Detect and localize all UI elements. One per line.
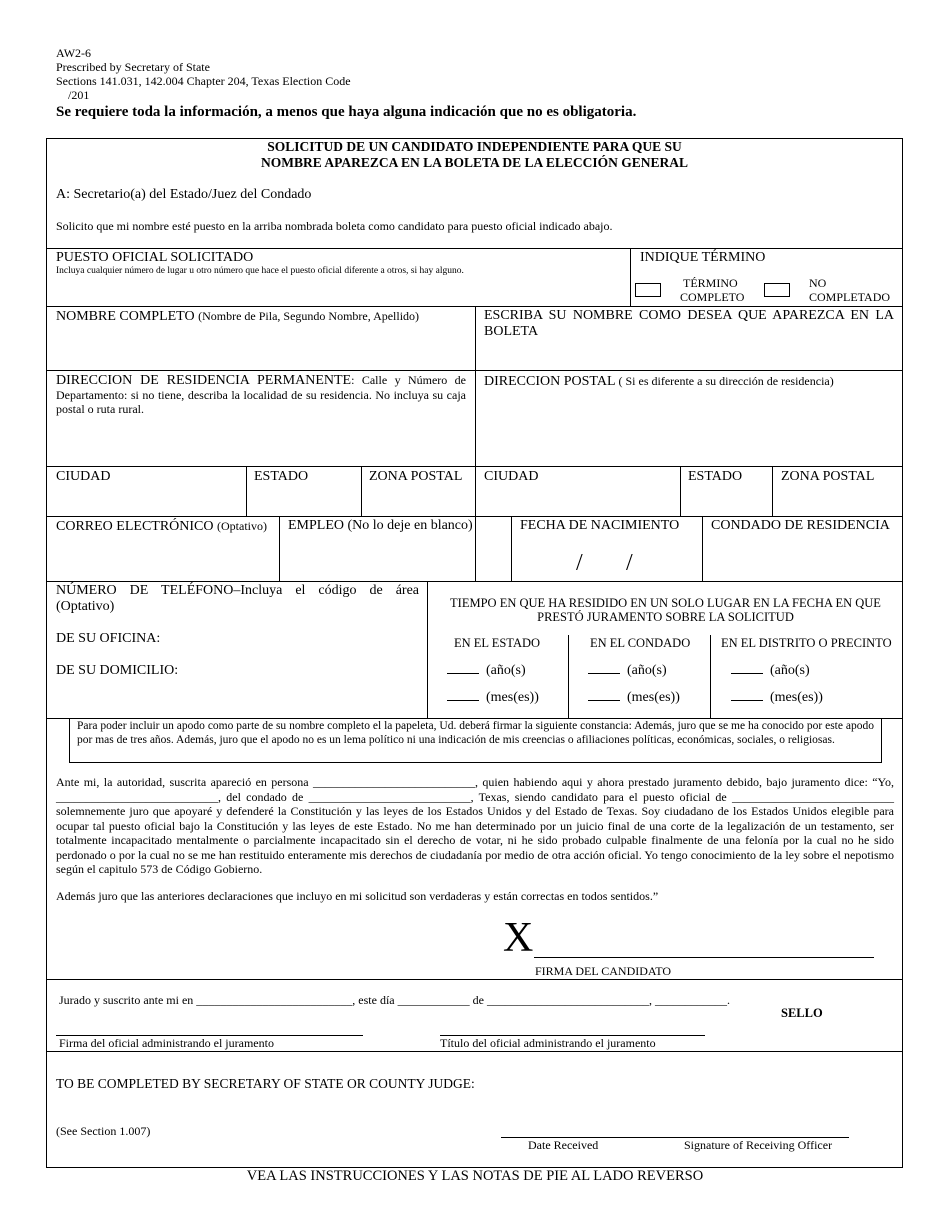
residence-state-label: ESTADO (254, 469, 309, 484)
mailing-state-label: ESTADO (688, 469, 743, 484)
form-date: /201 (68, 88, 90, 102)
occupation-label: EMPLEO (No lo deje en blanco) (288, 518, 473, 533)
state-months: (mes(es)) (447, 690, 539, 706)
office-note: Incluya cualquier número de lugar u otro número que hace el puesto oficial diferente a otros, si hay alguno. (56, 266, 464, 276)
nickname-statement: Para poder incluir un apodo como parte de su nombre completo el la papeleta, Ud. deberá firmar la siguiente constancia: Además, juro que se me ha conocido por este apodo por mas de tres años. Además, juro que el apodo no es un lema político ni una indicación de mis creencias o afiliaciones políticas, económicas, sociales, o religiosas. (77, 720, 874, 747)
unexpired-term-checkbox[interactable] (764, 283, 790, 297)
sworn-statement: Jurado y suscrito ante mi en __________________________, este día ____________ de ___________________________, ____________. (59, 993, 730, 1007)
officer-signature-label: Firma del oficial administrando el juramento (59, 1036, 274, 1050)
dob-label: FECHA DE NACIMIENTO (520, 518, 680, 533)
in-state-label: EN EL ESTADO (454, 636, 541, 650)
request-statement: Solicito que mi nombre esté puesto en la arriba nombrada boleta como candidato para puesto oficial indicado abajo. (56, 219, 613, 233)
form-id: AW2-6 (56, 46, 92, 60)
term-label: INDIQUE TÉRMINO (640, 250, 766, 265)
ballot-name-label: ESCRIBA SU NOMBRE COMO DESEA QUE APAREZCA EN LA BOLETA (484, 308, 894, 339)
dob-separator-1: / (576, 550, 583, 576)
mailing-city-label: CIUDAD (484, 469, 539, 484)
dob-separator-2: / (626, 550, 633, 576)
receiving-officer-label: Signature of Receiving Officer (684, 1138, 833, 1152)
phone-label: NÚMERO DE TELÉFONO–Incluya el código de área (Optativo) (56, 583, 419, 614)
full-term-label: TÉRMINO COMPLETO (680, 276, 745, 304)
oath-affirmation: Además juro que las anteriores declaraciones que incluyo en mi solicitud son verdaderas y están correctas en todos sentidos.” (56, 889, 659, 903)
see-section: (See Section 1.007) (56, 1124, 151, 1138)
residence-city-label: CIUDAD (56, 469, 111, 484)
footer-note: VEA LAS INSTRUCCIONES Y LAS NOTAS DE PIE AL LADO REVERSO (246, 1168, 704, 1184)
county-months: (mes(es)) (588, 690, 680, 706)
prescribed-by: Prescribed by Secretary of State (56, 60, 210, 74)
mailing-zip-label: ZONA POSTAL (781, 469, 875, 484)
residence-zip-label: ZONA POSTAL (369, 469, 463, 484)
county-years: (año(s) (588, 663, 667, 679)
email-label: CORREO ELECTRÓNICO (Optativo) (56, 519, 267, 534)
county-label: CONDADO DE RESIDENCIA (711, 518, 890, 533)
full-name-label: NOMBRE COMPLETO (Nombre de Pila, Segundo Nombre, Apellido) (56, 309, 420, 324)
unexpired-term-label: NO COMPLETADO (809, 276, 891, 304)
full-term-checkbox[interactable] (635, 283, 661, 297)
officer-title-label: Título del oficial administrando el juramento (440, 1036, 656, 1050)
precinct-months: (mes(es)) (731, 690, 823, 706)
state-years: (año(s) (447, 663, 526, 679)
precinct-years: (año(s) (731, 663, 810, 679)
residence-time-title: TIEMPO EN QUE HA RESIDIDO EN UN SOLO LUGAR EN LA FECHA EN QUE PRESTÓ JURAMENTO SOBRE LA SOLICITUD (450, 596, 881, 624)
residence-address-label: DIRECCION DE RESIDENCIA PERMANENTE: Calle y Número de Departamento: si no tiene, describa la localidad de su residencia. No incluya su caja postal o ruta rural. (56, 373, 466, 416)
candidate-signature-label: FIRMA DEL CANDIDATO (535, 964, 672, 978)
in-county-label: EN EL CONDADO (590, 636, 691, 650)
office-label: PUESTO OFICIAL SOLICITADO (56, 250, 254, 265)
oath-text: Ante mi, la autoridad, suscrita apareció en persona ___________________________, quien habiendo aqui y ahora prestado juramento debido, bajo juramento dice: “Yo, ___________________________, del condado de ___________________________, Texas, siendo candidato para el puesto oficial de ___________________________ solemnemente juro que apoyaré y defenderé la Constitución y las leyes de los Estados Unidos y del Estado de Texas. Soy ciudadano de los Estados Unidos elegible para ocupar tal puesto oficial bajo la Constitución y las leyes de este Estado. No me han determinado por un juicio final de una corte de la legalización de un testamento, ser totalmente incapacitado mentalmente o parcialmente incapacitado sin el derecho de votar, ni he sido probado culpable finalmente de una felonía por la cual no he sido perdonado o por la cual no se me han restituido enteramente mis derechos de ciudadanía por medio de otra acción oficial. Yo tengo conocimiento de la ley sobre el nepotismo según el capitulo 573 de Código Gobierno. (56, 775, 894, 876)
in-precinct-label: EN EL DISTRITO O PRECINTO (721, 636, 892, 650)
seal-label: SELLO (781, 1006, 823, 1020)
home-phone-label: DE SU DOMICILIO: (56, 663, 179, 678)
office-use-title: TO BE COMPLETED BY SECRETARY OF STATE OR COUNTY JUDGE: (56, 1076, 475, 1091)
mailing-address-label: DIRECCION POSTAL ( Si es diferente a su dirección de residencia) (484, 374, 834, 389)
sections: Sections 141.031, 142.004 Chapter 204, Texas Election Code (56, 74, 351, 88)
required-notice: Se requiere toda la información, a menos que haya alguna indicación que no es obligatoria. (56, 104, 637, 120)
addressee: A: Secretario(a) del Estado/Juez del Condado (56, 187, 312, 202)
form-title: SOLICITUD DE UN CANDIDATO INDEPENDIENTE PARA QUE SU NOMBRE APAREZCA EN LA BOLETA DE LA ELECCIÓN GENERAL (260, 139, 689, 170)
office-phone-label: DE SU OFICINA: (56, 631, 161, 646)
date-received-label: Date Received (528, 1138, 599, 1152)
candidate-signature-line[interactable] (534, 957, 874, 958)
signature-x-mark: X (503, 915, 534, 961)
